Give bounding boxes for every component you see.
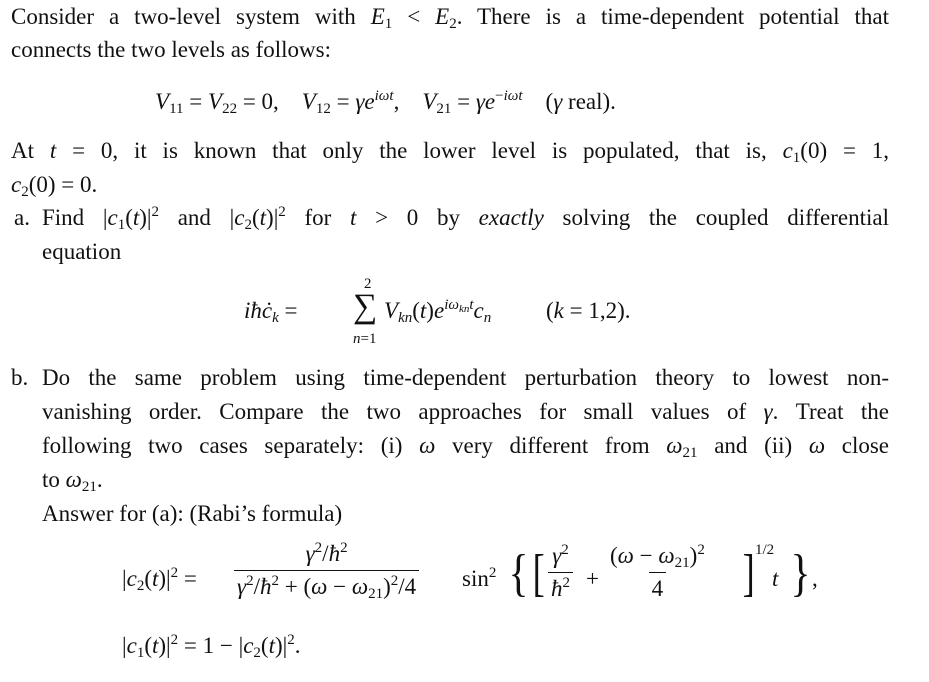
part-b-label: b.: [11, 365, 29, 390]
potential-equation: $V_{11} = V_{22} = 0$, $V_{12} = \gamma e^{i\omega t}$, $V_{21} = \gamma e^{-i\omega t}$ (γ real).: [155, 88, 616, 117]
sum-upper-limit: 2: [364, 276, 372, 292]
rabi-formula: $|c_2(t)|^2$ = $\frac{\gamma^2/ħ^2}{\gamma^2/ħ^2 + (\omega - \omega_{21})^2/4}$ $\sin^2$ { [ $\frac{\gamma^2}{ħ^2}$ + $\frac{(\omega - \omega_{21})^2}{4}$ ] 1/2 t } ,: [122, 540, 818, 602]
intro-line-2: connects the two levels as follows:: [11, 37, 332, 62]
right-bracket: ]: [742, 545, 755, 602]
part-b-line-3: following two cases separately: (i) ω very different from $\omega_{21}$ and (ii) ω close: [42, 433, 889, 461]
part-a-line-2: equation: [42, 239, 122, 264]
answer-heading: Answer for (a): (Rabi’s formula): [42, 501, 343, 526]
right-brace: }: [790, 545, 811, 602]
sum-lower-limit: n=1: [353, 331, 377, 347]
part-b-line-2: vanishing order. Compare the two approaches for small values of γ. Treat the: [42, 399, 889, 424]
part-a-label: a.: [14, 205, 30, 230]
c1-formula: $|c_1(t)|^2 = 1 - |c_2(t)|^2$.: [122, 632, 301, 661]
power-exponent: 1/2: [755, 542, 775, 558]
inner-fraction-a: $\frac{\gamma^2}{ħ^2}$: [548, 542, 573, 603]
summation-symbol: ∑: [353, 288, 378, 325]
initial-condition-line-2: $c_2(0) = 0$.: [11, 172, 98, 200]
left-brace: {: [508, 545, 529, 602]
intro-line-1: Consider a two-level system with $E_1 < E_2$. There is a time-dependent potential that: [11, 4, 889, 32]
part-a-line-1: Find $|c_1(t)|^2$ and $|c_2(t)|^2$ for t > 0 by exactly solving the coupled differential: [42, 204, 889, 233]
rabi-main-fraction: $\frac{\gamma^2/ħ^2}{\gamma^2/ħ^2 + (\omega - \omega_{21})^2/4}$: [234, 540, 419, 601]
part-b-line-4: to $\omega_{21}$.: [42, 467, 103, 495]
initial-condition-line-1: At t = 0, it is known that only the lower level is populated, that is, $c_1(0) = 1$,: [11, 138, 889, 166]
part-b-line-1: Do the same problem using time-dependent perturbation theory to lowest non-: [42, 365, 889, 390]
left-bracket: [: [532, 545, 545, 602]
inner-fraction-b: $\frac{(\omega - \omega_{21})^2}{4}$: [610, 542, 705, 601]
